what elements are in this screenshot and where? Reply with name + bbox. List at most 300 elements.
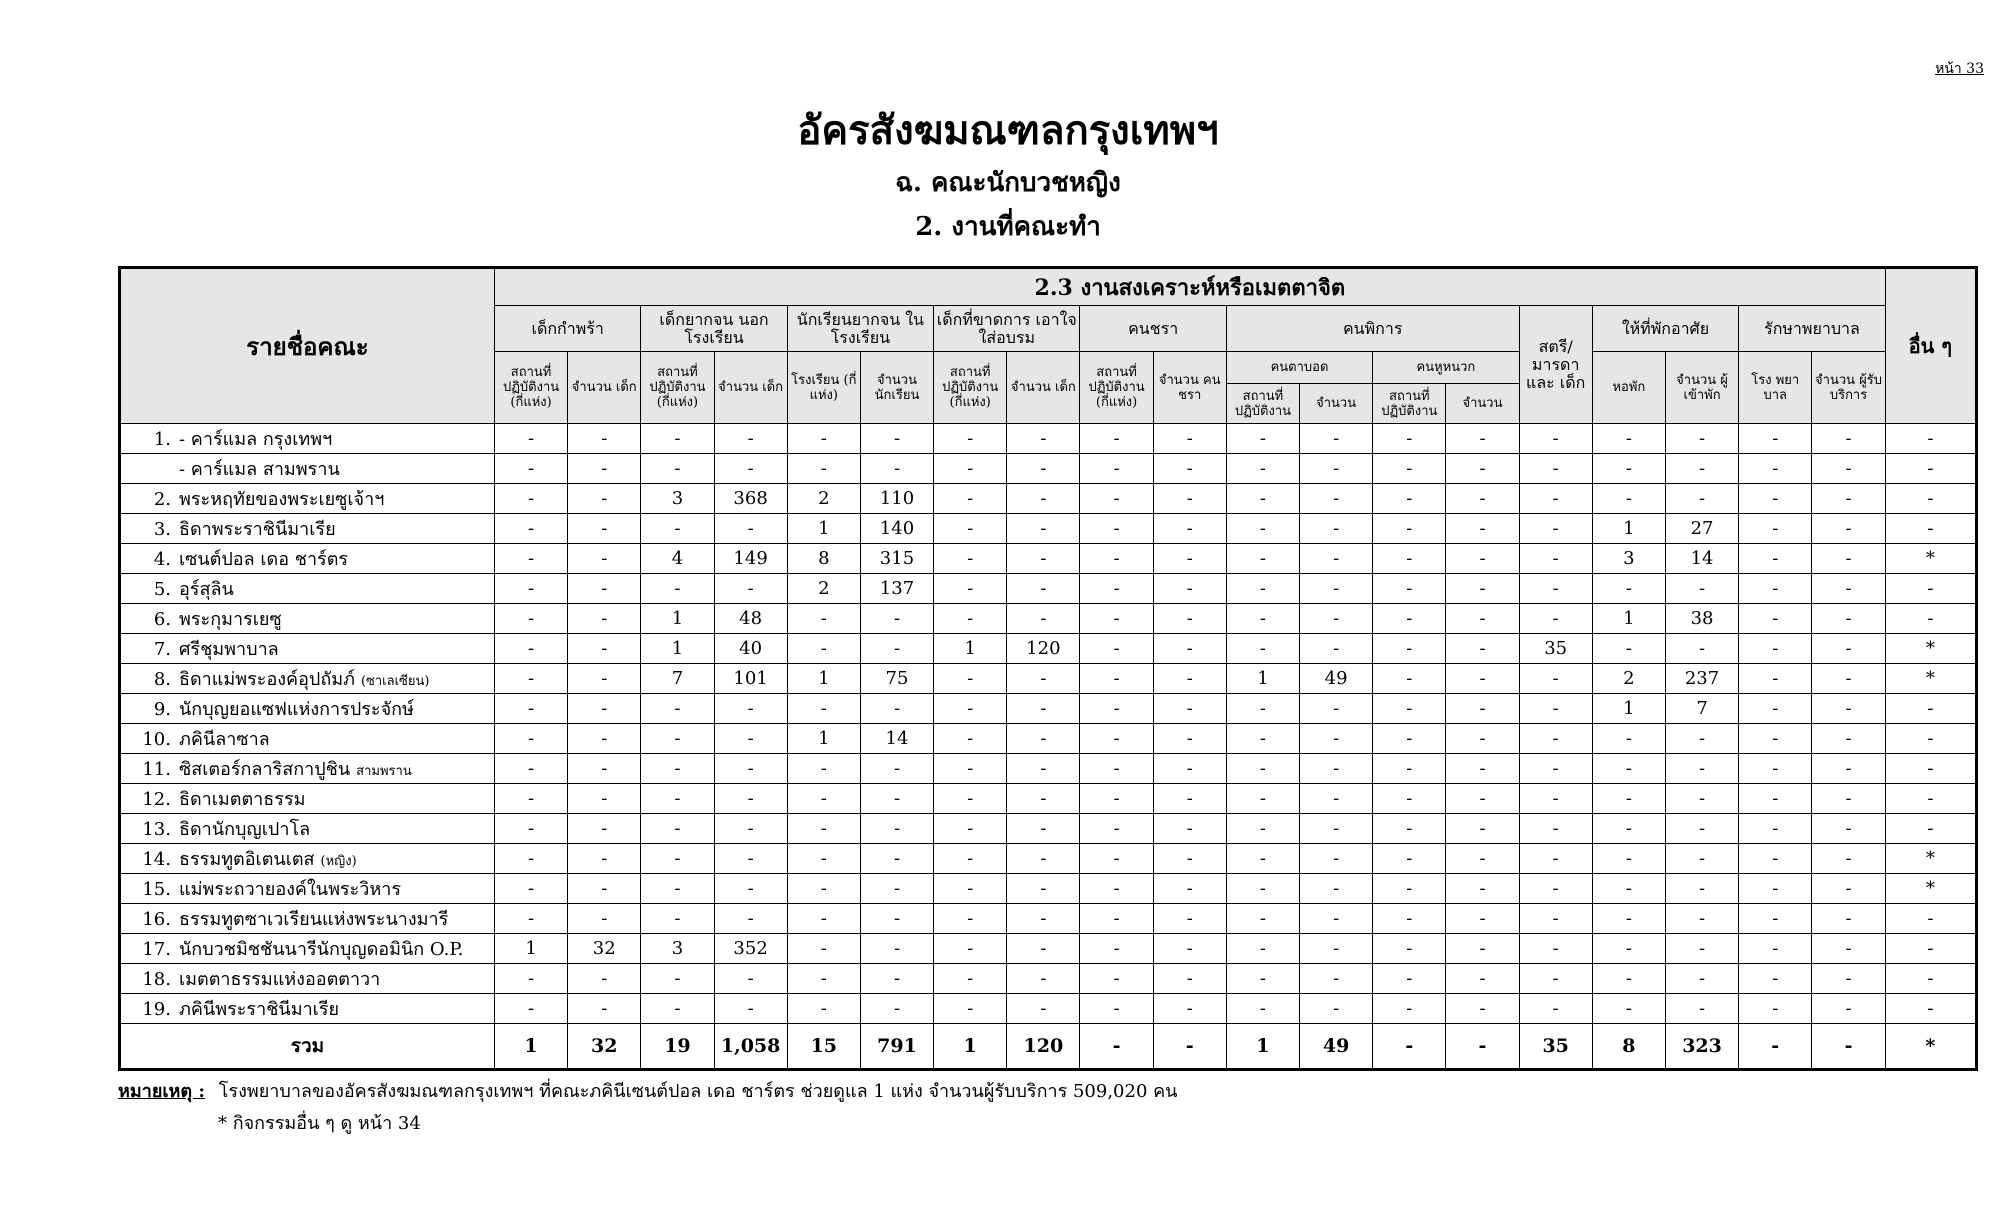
value-cell: - [1446, 604, 1519, 634]
value-cell: 2 [787, 484, 860, 514]
value-cell: - [1739, 754, 1812, 784]
value-cell: - [641, 784, 714, 814]
row-name: ธิดาเมตตาธรรม [179, 789, 306, 810]
value-cell: 237 [1665, 664, 1738, 694]
value-cell: - [641, 424, 714, 454]
value-cell: - [1812, 694, 1885, 724]
value-cell: - [1007, 604, 1080, 634]
value-cell: 315 [860, 544, 933, 574]
value-cell: 1 [787, 664, 860, 694]
value-cell: - [1446, 544, 1519, 574]
value-cell: 1 [1592, 604, 1665, 634]
row-name-cell [120, 904, 495, 934]
value-cell: - [934, 904, 1007, 934]
sub-header-patients: จำนวน ผู้รับบริการ [1812, 352, 1885, 424]
value-cell: 3 [1592, 544, 1665, 574]
value-cell: - [1373, 574, 1446, 604]
value-cell: - [1446, 664, 1519, 694]
total-value-cell: 32 [568, 1024, 641, 1070]
value-cell: - [934, 514, 1007, 544]
value-cell: 35 [1519, 634, 1592, 664]
row-number: 12. [142, 789, 171, 810]
value-cell: - [1373, 544, 1446, 574]
value-cell: - [1812, 934, 1885, 964]
row-name: ธิดาพระราชินีมาเรีย [179, 519, 336, 540]
value-cell: - [1007, 814, 1080, 844]
row-name-cell [120, 964, 495, 994]
value-cell: - [1739, 604, 1812, 634]
table-row [120, 454, 1977, 484]
value-cell: - [494, 424, 567, 454]
sub-header-places-short: สถานที่ ปฏิบัติงาน [1373, 384, 1446, 424]
value-cell: - [568, 994, 641, 1024]
value-cell: - [860, 634, 933, 664]
value-cell: - [1226, 514, 1299, 544]
value-cell: 1 [1226, 664, 1299, 694]
row-name-cell [120, 424, 495, 454]
value-cell: - [1812, 454, 1885, 484]
table-row [120, 664, 1977, 694]
value-cell: - [1519, 784, 1592, 814]
value-cell: - [714, 784, 787, 814]
value-cell: - [1226, 604, 1299, 634]
value-cell: - [1007, 454, 1080, 484]
value-cell: - [934, 424, 1007, 454]
value-cell: - [494, 634, 567, 664]
value-cell: - [934, 754, 1007, 784]
value-cell: - [1446, 754, 1519, 784]
value-cell: - [1885, 724, 1976, 754]
value-cell: - [1812, 814, 1885, 844]
value-cell: - [1300, 724, 1373, 754]
value-cell: - [1885, 754, 1976, 784]
value-cell: - [1373, 454, 1446, 484]
value-cell: - [860, 934, 933, 964]
value-cell: 7 [641, 664, 714, 694]
row-number: 14. [142, 849, 171, 870]
total-value-cell: 323 [1665, 1024, 1738, 1070]
value-cell: - [1153, 454, 1226, 484]
value-cell: - [1226, 874, 1299, 904]
row-name: ธรรมทูตซาเวเรียนแห่งพระนางมารี [179, 909, 449, 930]
value-cell: - [934, 694, 1007, 724]
value-cell: - [1007, 724, 1080, 754]
table-row [120, 694, 1977, 724]
value-cell: - [1373, 484, 1446, 514]
value-cell: - [1592, 904, 1665, 934]
value-cell: - [860, 814, 933, 844]
row-name: เมตตาธรรมแห่งออตตาวา [179, 969, 381, 990]
value-cell: - [1665, 574, 1738, 604]
row-name: ภคินีพระราชินีมาเรีย [179, 999, 340, 1020]
value-cell: - [1885, 694, 1976, 724]
value-cell: - [1592, 634, 1665, 664]
value-cell: 1 [641, 604, 714, 634]
value-cell: - [1153, 784, 1226, 814]
value-cell: - [860, 784, 933, 814]
value-cell: - [1300, 694, 1373, 724]
value-cell: - [494, 994, 567, 1024]
value-cell: - [641, 574, 714, 604]
value-cell: - [1373, 814, 1446, 844]
value-cell: - [1739, 424, 1812, 454]
value-cell: 3 [641, 484, 714, 514]
value-cell: 1 [494, 934, 567, 964]
value-cell: - [1665, 844, 1738, 874]
value-cell: - [1812, 964, 1885, 994]
value-cell: - [1007, 784, 1080, 814]
value-cell: - [934, 994, 1007, 1024]
row-number: 9. [153, 699, 171, 720]
value-cell: 8 [787, 544, 860, 574]
value-cell: - [1373, 964, 1446, 994]
value-cell: - [1153, 604, 1226, 634]
table-row [120, 904, 1977, 934]
value-cell: 4 [641, 544, 714, 574]
value-cell: - [1300, 784, 1373, 814]
value-cell: - [860, 844, 933, 874]
value-cell: - [1080, 694, 1153, 724]
row-name-cell [120, 844, 495, 874]
total-value-cell: 49 [1300, 1024, 1373, 1070]
row-number: 13. [142, 819, 171, 840]
row-number: 3. [153, 519, 171, 540]
footnote-line-2: * กิจกรรมอื่น ๆ ดู หน้า 34 [218, 1113, 421, 1134]
value-cell: 32 [568, 934, 641, 964]
value-cell: - [1373, 904, 1446, 934]
value-cell: - [1300, 604, 1373, 634]
value-cell: - [1446, 904, 1519, 934]
row-name: นักบวชมิชชันนารีนักบุญดอมินิก O.P. [179, 939, 464, 960]
value-cell: - [714, 694, 787, 724]
value-cell: - [934, 544, 1007, 574]
value-cell: - [1153, 484, 1226, 514]
sub-header-hospital: โรง พยา บาล [1739, 352, 1812, 424]
value-cell: - [787, 904, 860, 934]
value-cell: - [494, 454, 567, 484]
value-cell: - [1739, 934, 1812, 964]
total-value-cell: - [1080, 1024, 1153, 1070]
value-cell: - [1519, 604, 1592, 634]
value-cell: - [1446, 994, 1519, 1024]
value-cell: - [641, 724, 714, 754]
value-cell: - [714, 724, 787, 754]
value-cell: - [1153, 814, 1226, 844]
value-cell: - [1812, 754, 1885, 784]
value-cell: - [1007, 544, 1080, 574]
value-cell: - [1812, 664, 1885, 694]
total-value-cell: 15 [787, 1024, 860, 1070]
value-cell: * [1885, 874, 1976, 904]
row-name: ภคินีลาซาล [179, 729, 270, 750]
value-cell: - [1446, 874, 1519, 904]
row-name: พระกุมารเยซู [179, 609, 282, 630]
value-cell: - [860, 424, 933, 454]
value-cell: 14 [1665, 544, 1738, 574]
value-cell: 14 [860, 724, 933, 754]
value-cell: - [1592, 814, 1665, 844]
row-name: เซนต์ปอล เดอ ชาร์ตร [179, 549, 349, 570]
value-cell: - [934, 664, 1007, 694]
value-cell: - [1592, 964, 1665, 994]
value-cell: - [1519, 874, 1592, 904]
row-number: 2. [153, 489, 171, 510]
value-cell: - [1226, 784, 1299, 814]
value-cell: - [1080, 544, 1153, 574]
value-cell: - [934, 604, 1007, 634]
row-name-cell [120, 514, 495, 544]
value-cell: - [1665, 784, 1738, 814]
value-cell: - [1446, 694, 1519, 724]
table-row [120, 514, 1977, 544]
value-cell: - [1519, 454, 1592, 484]
value-cell: - [1446, 424, 1519, 454]
value-cell: - [1226, 754, 1299, 784]
group-header-women: สตรี/ มารดา และ เด็ก [1519, 306, 1592, 424]
value-cell: - [1592, 454, 1665, 484]
value-cell: - [1153, 934, 1226, 964]
value-cell: - [494, 844, 567, 874]
value-cell: - [1446, 844, 1519, 874]
value-cell: - [714, 514, 787, 544]
table-row [120, 844, 1977, 874]
value-cell: - [494, 784, 567, 814]
value-cell: - [1519, 694, 1592, 724]
value-cell: - [1007, 904, 1080, 934]
value-cell: - [641, 874, 714, 904]
total-value-cell: 8 [1592, 1024, 1665, 1070]
value-cell: - [1007, 934, 1080, 964]
value-cell: - [1446, 574, 1519, 604]
value-cell: - [1226, 694, 1299, 724]
value-cell: - [568, 574, 641, 604]
value-cell: - [1373, 844, 1446, 874]
value-cell: - [1519, 724, 1592, 754]
value-cell: - [1226, 424, 1299, 454]
value-cell: - [494, 664, 567, 694]
value-cell: - [494, 964, 567, 994]
value-cell: - [1080, 784, 1153, 814]
value-cell: - [1300, 844, 1373, 874]
value-cell: - [714, 874, 787, 904]
footnote-label: หมายเหตุ : [118, 1081, 206, 1102]
value-cell: - [568, 544, 641, 574]
value-cell: - [787, 934, 860, 964]
value-cell: - [1739, 904, 1812, 934]
value-cell: - [1812, 724, 1885, 754]
value-cell: - [1592, 424, 1665, 454]
value-cell: - [641, 454, 714, 484]
value-cell: - [1373, 874, 1446, 904]
group-header-elderly: คนชรา [1080, 306, 1226, 352]
value-cell: - [1373, 634, 1446, 664]
value-cell: - [787, 964, 860, 994]
group-header-orphans: เด็กกำพร้า [494, 306, 640, 352]
value-cell: - [1153, 754, 1226, 784]
value-cell: - [1739, 454, 1812, 484]
value-cell: - [1519, 994, 1592, 1024]
row-name: แม่พระถวายองค์ในพระวิหาร [179, 879, 402, 900]
value-cell: - [787, 604, 860, 634]
value-cell: - [1885, 514, 1976, 544]
value-cell: - [1739, 724, 1812, 754]
table-row [120, 994, 1977, 1024]
page-number: หน้า 33 [1935, 61, 1984, 77]
value-cell: - [787, 814, 860, 844]
value-cell: - [494, 514, 567, 544]
sub-header-places-short: สถานที่ ปฏิบัติงาน [1226, 384, 1299, 424]
value-cell: - [1812, 604, 1885, 634]
value-cell: - [787, 784, 860, 814]
value-cell: - [568, 964, 641, 994]
value-cell: - [568, 454, 641, 484]
sub-header-places: สถานที่ ปฏิบัติงาน (กี่แห่ง) [1080, 352, 1153, 424]
value-cell: - [568, 904, 641, 934]
value-cell: - [1080, 844, 1153, 874]
total-value-cell: - [1812, 1024, 1885, 1070]
group-header-medical: รักษาพยาบาล [1739, 306, 1886, 352]
value-cell: - [860, 604, 933, 634]
section-header: 2.3 งานสงเคราะห์หรือเมตตาจิต [494, 268, 1885, 306]
value-cell: - [568, 754, 641, 784]
sub-header-places: สถานที่ ปฏิบัติงาน (กี่แห่ง) [494, 352, 567, 424]
value-cell: - [1080, 934, 1153, 964]
value-cell: - [1226, 964, 1299, 994]
value-cell: - [494, 484, 567, 514]
value-cell: * [1885, 634, 1976, 664]
value-cell: - [494, 874, 567, 904]
value-cell: - [1739, 694, 1812, 724]
value-cell: - [1300, 934, 1373, 964]
row-number: 8. [153, 669, 171, 690]
value-cell: - [787, 424, 860, 454]
total-value-cell: - [1373, 1024, 1446, 1070]
value-cell: - [1519, 904, 1592, 934]
value-cell: - [1373, 754, 1446, 784]
table-row [120, 784, 1977, 814]
value-cell: - [787, 874, 860, 904]
value-cell: - [1007, 664, 1080, 694]
value-cell: - [787, 634, 860, 664]
sub-header-count: จำนวน [1446, 384, 1519, 424]
value-cell: - [1300, 634, 1373, 664]
value-cell: - [1519, 754, 1592, 784]
sub-header-schools: โรงเรียน (กี่แห่ง) [787, 352, 860, 424]
row-number: 17. [142, 939, 171, 960]
other-column-header: อื่น ๆ [1885, 268, 1976, 424]
value-cell: - [1373, 724, 1446, 754]
value-cell: - [1885, 574, 1976, 604]
value-cell: - [1665, 934, 1738, 964]
value-cell: - [860, 454, 933, 484]
value-cell: - [568, 874, 641, 904]
value-cell: - [1300, 454, 1373, 484]
row-number: 10. [142, 729, 171, 750]
value-cell: - [1446, 724, 1519, 754]
sub-header-dorm: หอพัก [1592, 352, 1665, 424]
value-cell: 149 [714, 544, 787, 574]
value-cell: - [494, 754, 567, 784]
value-cell: - [1153, 994, 1226, 1024]
value-cell: - [1812, 904, 1885, 934]
value-cell: - [934, 964, 1007, 994]
value-cell: - [568, 634, 641, 664]
row-name: - คาร์แมล สามพราน [179, 459, 340, 480]
subgroup-header-blind: คนตาบอด [1226, 352, 1372, 384]
value-cell: - [1446, 934, 1519, 964]
table-row [120, 934, 1977, 964]
value-cell: - [860, 994, 933, 1024]
value-cell: - [1592, 784, 1665, 814]
value-cell: - [1665, 904, 1738, 934]
value-cell: - [568, 664, 641, 694]
welfare-work-table [118, 266, 1978, 1071]
value-cell: - [494, 694, 567, 724]
table-row [120, 424, 1977, 454]
page-title: อัครสังฆมณฑลกรุงเทพฯ [797, 107, 1219, 154]
value-cell: - [1226, 934, 1299, 964]
table-body [120, 424, 1977, 1070]
value-cell: - [1665, 754, 1738, 784]
group-header-poor-out: เด็กยากจน นอกโรงเรียน [641, 306, 787, 352]
name-column-header: รายชื่อคณะ [120, 268, 495, 424]
value-cell: - [1300, 754, 1373, 784]
value-cell: - [714, 754, 787, 784]
value-cell: - [1080, 514, 1153, 544]
value-cell: - [1007, 574, 1080, 604]
value-cell: - [1300, 544, 1373, 574]
total-value-cell: - [1446, 1024, 1519, 1070]
row-number: 7. [153, 639, 171, 660]
value-cell: - [1153, 424, 1226, 454]
value-cell: - [1226, 574, 1299, 604]
total-value-cell: 19 [641, 1024, 714, 1070]
group-header-poor-in: นักเรียนยากจน ในโรงเรียน [787, 306, 933, 352]
value-cell: - [1885, 814, 1976, 844]
sub-header-children: จำนวน เด็ก [568, 352, 641, 424]
table-row [120, 724, 1977, 754]
sub-header-elderly-count: จำนวน คนชรา [1153, 352, 1226, 424]
value-cell: - [1226, 724, 1299, 754]
value-cell: - [1080, 964, 1153, 994]
value-cell: - [1226, 634, 1299, 664]
value-cell: 110 [860, 484, 933, 514]
value-cell: - [641, 904, 714, 934]
value-cell: - [641, 754, 714, 784]
value-cell: - [934, 934, 1007, 964]
value-cell: - [641, 514, 714, 544]
value-cell: - [1153, 874, 1226, 904]
value-cell: - [1812, 994, 1885, 1024]
value-cell: - [1592, 754, 1665, 784]
value-cell: - [1153, 544, 1226, 574]
table-row [120, 574, 1977, 604]
total-value-cell: 791 [860, 1024, 933, 1070]
value-cell: - [1080, 664, 1153, 694]
value-cell: 1 [641, 634, 714, 664]
value-cell: - [494, 724, 567, 754]
value-cell: - [1739, 634, 1812, 664]
value-cell: - [1519, 484, 1592, 514]
value-cell: - [641, 694, 714, 724]
value-cell: - [934, 814, 1007, 844]
value-cell: - [1665, 634, 1738, 664]
value-cell: - [1373, 604, 1446, 634]
value-cell: - [1007, 844, 1080, 874]
row-number: 19. [142, 999, 171, 1020]
subgroup-header-deaf: คนหูหนวก [1373, 352, 1519, 384]
value-cell: - [1226, 544, 1299, 574]
